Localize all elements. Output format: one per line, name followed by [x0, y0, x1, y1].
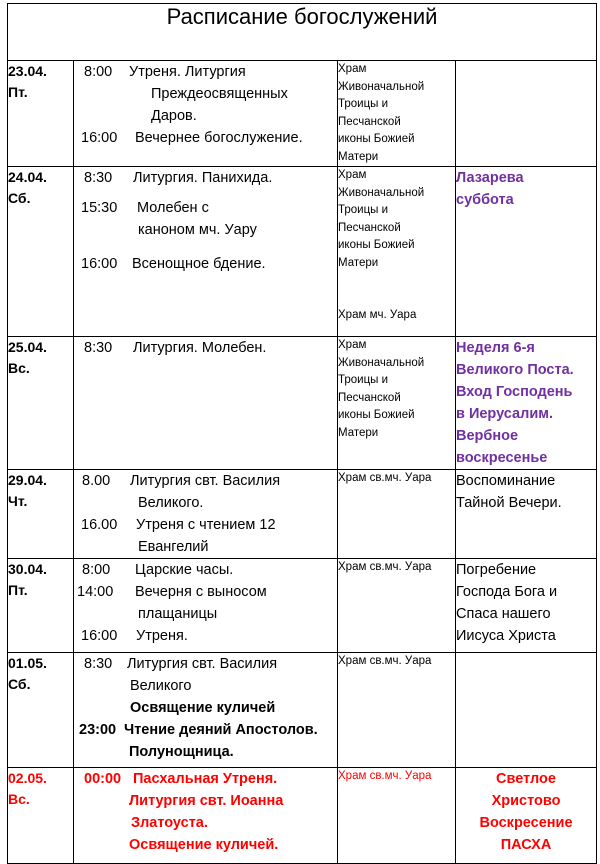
services-cell	[74, 768, 338, 864]
note-line: Воспоминание	[456, 473, 556, 489]
service-time: 23:00	[79, 722, 117, 738]
place-cell	[338, 559, 456, 653]
note-cell	[456, 167, 597, 337]
table-row	[8, 470, 597, 559]
service-text: Литургия свт. Василия	[130, 473, 281, 489]
service-time: 8:30	[84, 170, 113, 186]
service-text: Полунощница.	[129, 744, 234, 760]
service-time: 16:00	[81, 256, 118, 272]
note-cell	[456, 559, 597, 653]
place-cell	[338, 61, 456, 167]
place-line: Троицы и	[338, 374, 389, 386]
date-cell	[8, 470, 74, 559]
note-line: Тайной Вечери.	[456, 495, 562, 511]
table-row	[8, 559, 597, 653]
table-row	[8, 768, 597, 864]
services-cell	[74, 653, 338, 768]
date-cell	[8, 559, 74, 653]
page-title: Расписание богослужений	[8, 4, 597, 61]
schedule-table	[7, 3, 597, 864]
place-line: Храм	[338, 169, 367, 181]
date-cell	[8, 167, 74, 337]
date-cell	[8, 768, 74, 864]
place-line: Песчанской	[338, 221, 401, 234]
date-cell	[8, 61, 74, 167]
place-cell	[338, 337, 456, 470]
service-text: Великого	[130, 678, 192, 694]
day-label: Сб.	[8, 190, 31, 206]
title-row	[8, 4, 597, 61]
place-line: Матери	[338, 426, 379, 439]
date-label: 29.04.	[8, 472, 47, 488]
service-text: плащаницы	[138, 606, 218, 622]
table-row	[8, 61, 597, 167]
note-line: Господа Бога и	[456, 584, 558, 600]
place-line: Храм св.мч. Уара	[338, 770, 432, 782]
service-text: Чтение деяний Апостолов.	[124, 722, 318, 738]
place-line: Храм св.мч. Уара	[338, 655, 432, 667]
place-line: Матери	[338, 256, 379, 269]
service-text: Вечерня с выносом	[135, 584, 267, 600]
date-cell	[8, 653, 74, 768]
note-cell	[456, 61, 597, 167]
service-text: Евангелий	[138, 539, 209, 555]
place-line: Храм св.мч. Уара	[338, 472, 432, 484]
note-line: Иисуса Христа	[456, 628, 556, 644]
place-cell	[338, 768, 456, 864]
service-text: Литургия. Панихида.	[133, 170, 273, 186]
note-cell	[456, 470, 597, 559]
service-time: 16:00	[81, 130, 118, 146]
service-text: Литургия свт. Иоанна	[129, 793, 284, 809]
note-line: Неделя 6-я	[456, 340, 535, 356]
place-cell	[338, 653, 456, 768]
service-time: 14:00	[77, 584, 114, 600]
services-cell	[74, 559, 338, 653]
place-line: Живоначальной	[338, 356, 425, 369]
place-line: Храм	[338, 63, 367, 75]
service-text: Утреня с чтением 12	[136, 517, 276, 533]
place-line: Храм св.мч. Уара	[338, 561, 432, 573]
day-label: Пт.	[8, 84, 28, 100]
note-line: Вход Господень	[456, 384, 573, 400]
service-time: 8:30	[84, 656, 113, 672]
service-text: Великого.	[138, 495, 204, 511]
note-line: Великого Поста.	[456, 362, 574, 378]
place-line: Живоначальной	[338, 186, 425, 199]
date-label: 30.04.	[8, 561, 47, 577]
service-text: Всенощное бдение.	[132, 256, 266, 272]
note-line: Вербное	[456, 428, 519, 444]
date-cell	[8, 337, 74, 470]
place-line: Троицы и	[338, 204, 389, 216]
place-cell	[338, 470, 456, 559]
place-line-extra: Храм мч. Уара	[338, 309, 417, 321]
note-cell	[456, 337, 597, 470]
table-row	[8, 653, 597, 768]
service-time: 00:00	[84, 771, 122, 787]
note-line: Светлое	[496, 771, 556, 787]
place-line: иконы Божией	[338, 133, 415, 145]
service-text: каноном мч. Уару	[138, 222, 257, 238]
note-line: воскресенье	[456, 450, 548, 466]
place-line: Троицы и	[338, 98, 389, 110]
service-time: 8:30	[84, 340, 113, 356]
service-time: 8:00	[82, 562, 111, 578]
date-label: 01.05.	[8, 655, 47, 671]
service-time: 8:00	[84, 64, 113, 80]
day-label: Вс.	[8, 791, 30, 807]
note-line: в Иерусалим.	[456, 406, 553, 422]
service-text: Утреня.	[136, 628, 188, 644]
note-line: суббота	[456, 192, 514, 208]
note-cell	[456, 653, 597, 768]
service-text: Преждеосвященных	[151, 86, 288, 102]
note-line: Спаса нашего	[456, 606, 551, 622]
service-text: Литургия. Молебен.	[133, 340, 267, 356]
date-label: 02.05.	[8, 770, 47, 786]
services-cell	[74, 167, 338, 337]
services-cell	[74, 337, 338, 470]
service-text: Освящение куличей	[130, 700, 276, 716]
service-text: Царские часы.	[135, 562, 234, 578]
date-label: 25.04.	[8, 339, 47, 355]
date-label: 24.04.	[8, 169, 47, 185]
service-time: 16:00	[81, 628, 118, 644]
note-line: Погребение	[456, 562, 537, 578]
place-line: Матери	[338, 150, 379, 163]
table-row	[8, 337, 597, 470]
service-text: Вечернее богослужение.	[135, 130, 303, 146]
service-time: 16.00	[81, 517, 118, 533]
place-line: Живоначальной	[338, 80, 425, 93]
place-line: Песчанской	[338, 115, 401, 128]
day-label: Сб.	[8, 676, 31, 692]
service-text: Пасхальная Утреня.	[133, 771, 278, 787]
note-line: Христово	[491, 793, 561, 809]
place-line: иконы Божией	[338, 239, 415, 251]
service-text: Златоуста.	[131, 815, 208, 831]
place-line: иконы Божией	[338, 409, 415, 421]
service-text: Молебен с	[137, 200, 209, 216]
note-cell	[456, 768, 597, 864]
day-label: Пт.	[8, 582, 28, 598]
date-label: 23.04.	[8, 63, 47, 79]
table-row	[8, 167, 597, 337]
day-label: Вс.	[8, 360, 30, 376]
place-line: Храм	[338, 339, 367, 351]
service-time: 15:30	[81, 200, 118, 216]
service-text: Даров.	[151, 108, 197, 124]
services-cell	[74, 61, 338, 167]
service-time: 8.00	[82, 473, 111, 489]
note-line: Лазарева	[456, 170, 524, 186]
note-line: ПАСХА	[500, 837, 552, 853]
note-line: Воскресение	[479, 815, 573, 831]
day-label: Чт.	[8, 493, 28, 509]
service-text: Литургия свт. Василия	[127, 656, 278, 672]
service-text: Утреня. Литургия	[129, 64, 246, 80]
place-line: Песчанской	[338, 391, 401, 404]
services-cell	[74, 470, 338, 559]
service-text: Освящение куличей.	[129, 837, 279, 853]
place-cell	[338, 167, 456, 337]
